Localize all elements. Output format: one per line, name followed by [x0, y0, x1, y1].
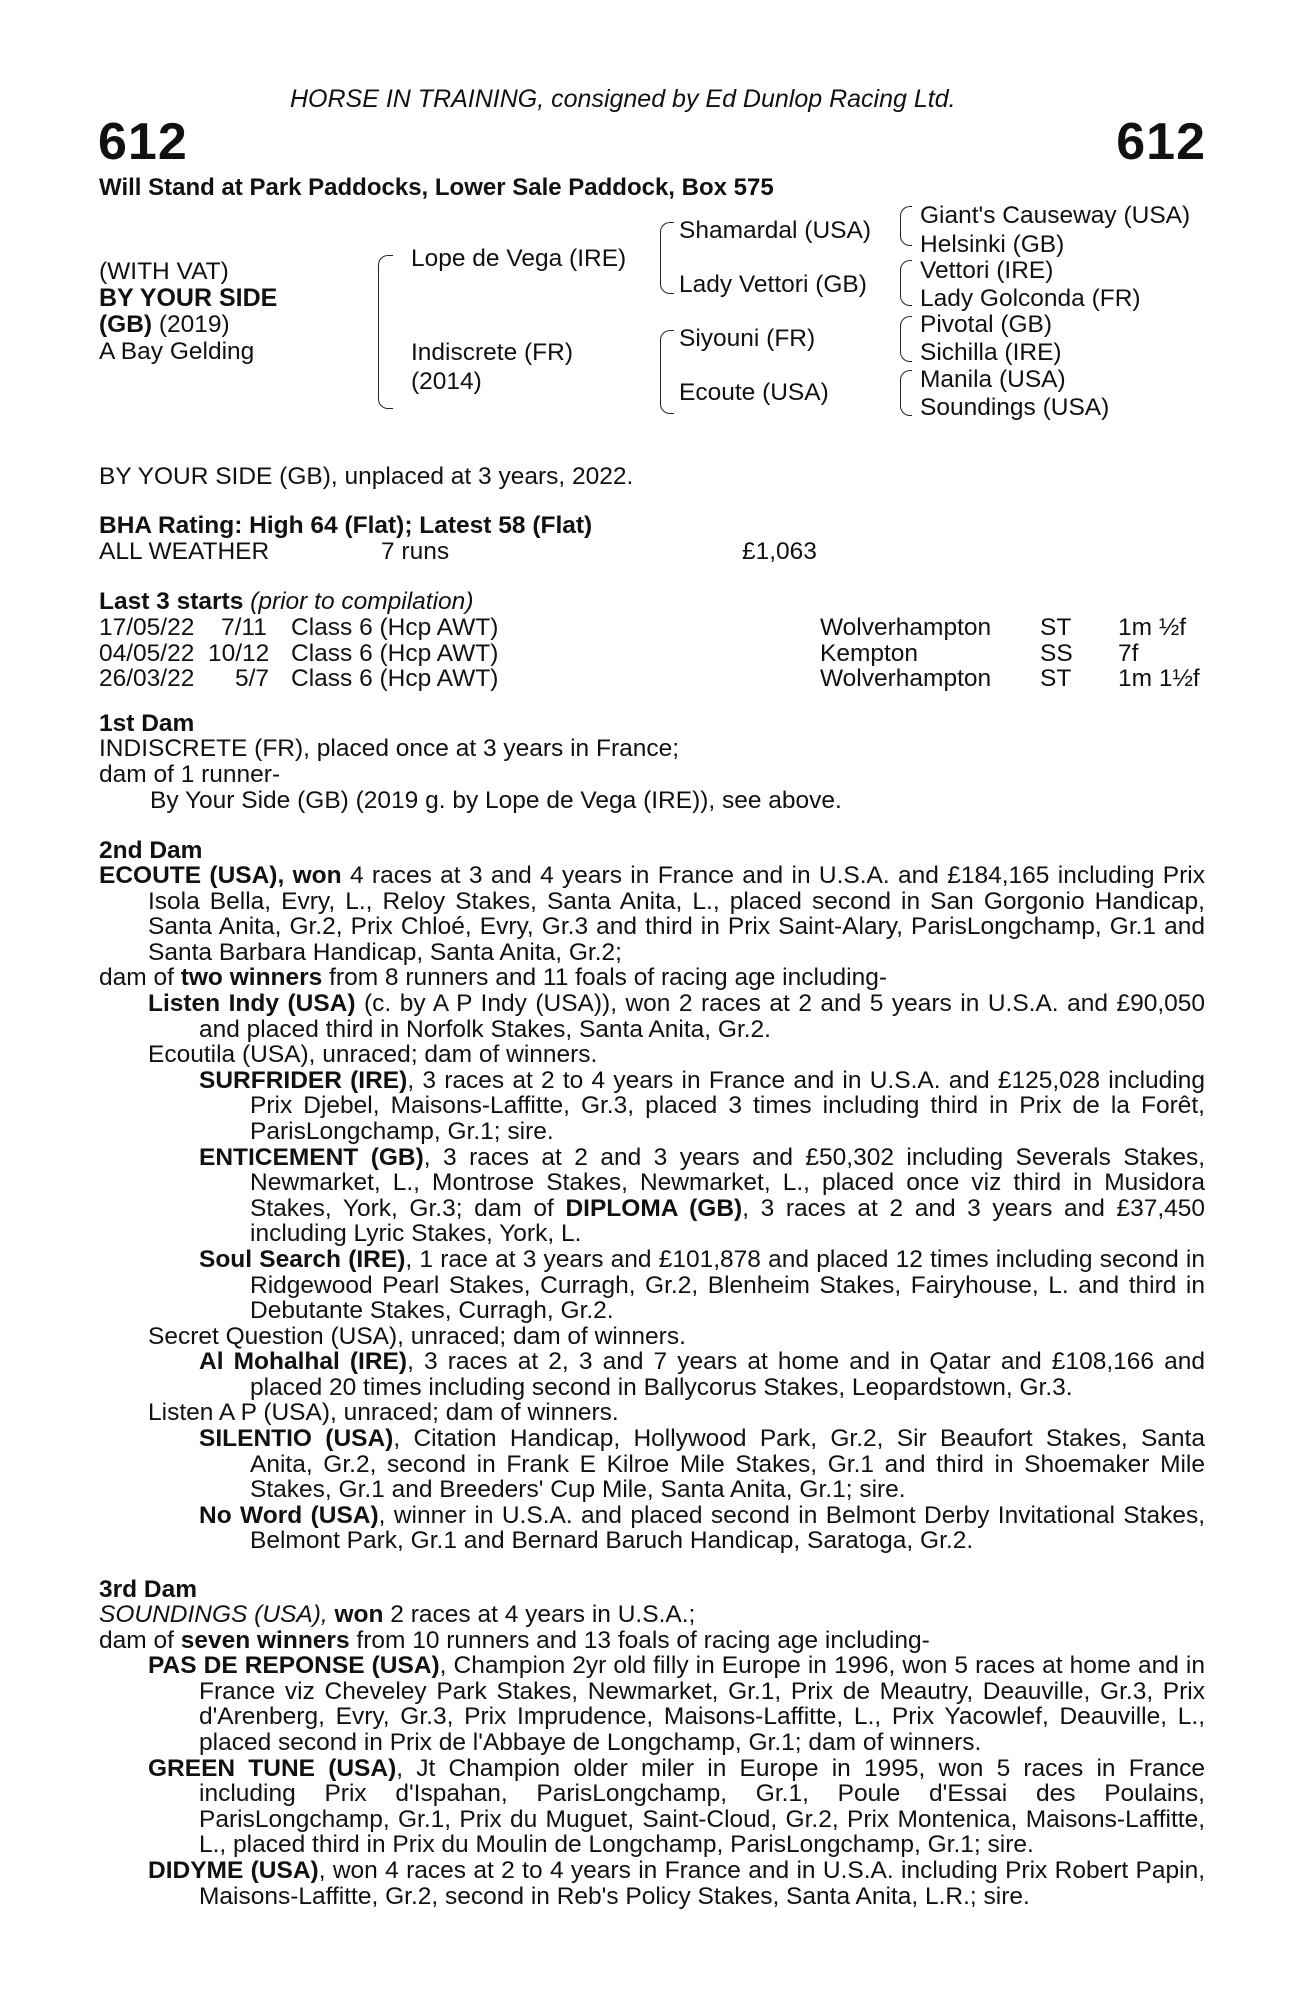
rating-earnings: £1,063: [742, 538, 817, 565]
start-position: 5/7: [235, 665, 270, 692]
surfrider-entry: SURFRIDER (IRE), 3 races at 2 to 4 years in France and in U.S.A. and £125,028 including Prix Djebel, Maisons-Laffitte, Gr.3, placed 3 times including third in Prix de la Forêt, ParisLongchamp, Gr.1; sire.: [199, 1066, 1205, 1145]
listen-ap-entry: Listen A P (USA), unraced; dam of winners.: [148, 1399, 619, 1427]
pas-de-reponse-entry: PAS DE REPONSE (USA), Champion 2yr old filly in Europe in 1996, won 5 races at home and in France viz Cheveley Park Stakes, Newmarket, Gr.1, Prix de Meautry, Deauville, Gr.3, Prix d'Arenberg, Evry, Gr.3, Prix Imprudence, Maisons-Laffitte, L., Prix Yacowlef, Deauville, L., placed second in Prix de l'Abbaye de Longchamp, Gr.1; dam of winners.: [148, 1652, 1205, 1756]
start-date: 17/05/22: [99, 614, 195, 641]
pedigree-dam-dam: Ecoute (USA): [679, 379, 829, 406]
pedigree-g3: Vettori (IRE): [920, 257, 1054, 284]
lot-number-right: 612: [1116, 113, 1206, 171]
first-dam-line3: By Your Side (GB) (2019 g. by Lope de Vega (IRE)), see above.: [150, 787, 842, 814]
third-dam-heading: 3rd Dam: [99, 1576, 198, 1603]
ecoutila-entry: Ecoutila (USA), unraced; dam of winners.: [148, 1041, 598, 1069]
start-date: 26/03/22: [99, 665, 195, 692]
pedigree-dam: Indiscrete (FR): [411, 339, 574, 366]
soundings-produce-line: dam of seven winners from 10 runners and 13 foals of racing age including-: [99, 1626, 930, 1654]
start-position: 7/11: [221, 614, 267, 641]
pedigree-bracket-dam: [660, 330, 674, 414]
pedigree-g6: Sichilla (IRE): [920, 339, 1062, 366]
pedigree-g7: Manila (USA): [920, 366, 1066, 393]
start-course: Wolverhampton: [820, 614, 992, 641]
pedigree-bracket-g1: [900, 206, 912, 246]
pedigree-sire: Lope de Vega (IRE): [411, 245, 627, 272]
start-going: ST: [1040, 614, 1072, 641]
no-word-entry: No Word (USA), winner in U.S.A. and placed second in Belmont Derby Invitational Stakes, Belmont Park, Gr.1 and Bernard Baruch Handicap, Saratoga, Gr.2.: [199, 1501, 1205, 1555]
al-mohalhal-entry: Al Mohalhal (IRE), 3 races at 2, 3 and 7 years at home and in Qatar and £108,166 and placed 20 times including second in Ballycorus Stakes, Leopardstown, Gr.3.: [199, 1348, 1205, 1401]
pedigree-bracket-g2: [900, 260, 912, 306]
start-going: ST: [1040, 665, 1072, 692]
pedigree-dam-year: (2014): [411, 368, 482, 395]
start-position: 10/12: [208, 640, 270, 667]
pedigree-g5: Pivotal (GB): [920, 311, 1053, 338]
enticement-entry: ENTICEMENT (GB), 3 races at 2 and 3 years and £50,302 including Severals Stakes, Newmarket, L., Montrose Stakes, Newmarket, L., placed once viz third in Musidora Stakes, York, Gr.3; dam of DIPLOMA (GB), 3 races at 2 and 3 years and £37,450 including Lyric Stakes, York, L.: [199, 1143, 1206, 1248]
pedigree-g4: Lady Golconda (FR): [920, 285, 1141, 312]
rating-runs: 7 runs: [381, 538, 450, 565]
horse-country-year: (GB) (2019): [99, 311, 230, 338]
lot-number-left: 612: [98, 113, 188, 171]
bha-rating: BHA Rating: High 64 (Flat); Latest 58 (Flat): [99, 512, 593, 539]
third-dam-block: [99, 1602, 1205, 1909]
start-course: Kempton: [820, 640, 919, 667]
ecoute-entry: ECOUTE (USA), won 4 races at 3 and 4 years in France and in U.S.A. and £184,165 including Prix Isola Bella, Evry, L., Reloy Stakes, Santa Anita, L., placed second in San Gorgonio Handicap, Santa Anita, Gr.2, Prix Chloé, Evry, Gr.3 and third in Prix Saint-Alary, ParisLongchamp, Gr.1 and Santa Barbara Handicap, Santa Anita, Gr.2;: [99, 862, 1205, 966]
start-class: Class 6 (Hcp AWT): [291, 640, 499, 667]
start-class: Class 6 (Hcp AWT): [291, 665, 499, 692]
stall-location: Will Stand at Park Paddocks, Lower Sale Paddock, Box 575: [99, 174, 774, 201]
didyme-entry: DIDYME (USA), won 4 races at 2 to 4 years in France and in U.S.A. including Prix Robert Papin, Maisons-Laffitte, Gr.2, second in Reb's Policy Stakes, Santa Anita, L.R.; sire.: [148, 1856, 1205, 1910]
pedigree-bracket-sire: [660, 222, 674, 294]
first-dam-line2: dam of 1 runner-: [99, 761, 281, 788]
rating-surface: ALL WEATHER: [99, 538, 270, 565]
start-distance: 7f: [1118, 640, 1139, 667]
second-dam-block: [99, 863, 1205, 1554]
silentio-entry: SILENTIO (USA), Citation Handicap, Hollywood Park, Gr.2, Sir Beaufort Stakes, Santa Anita, Gr.2, second in Frank E Kilroe Mile Stakes, Gr.1 and third in Shoemaker Mile Stakes, Gr.1 and Breeders' Cup Mile, Santa Anita, Gr.1; sire.: [199, 1425, 1205, 1504]
start-date: 04/05/22: [99, 640, 195, 667]
horse-description: A Bay Gelding: [99, 338, 255, 365]
secret-question-entry: Secret Question (USA), unraced; dam of winners.: [148, 1322, 686, 1350]
start-going: SS: [1040, 640, 1073, 667]
pedigree-bracket-g4: [900, 370, 912, 416]
racing-summary: BY YOUR SIDE (GB), unplaced at 3 years, 2022.: [99, 463, 634, 490]
first-dam-heading: 1st Dam: [99, 710, 195, 737]
pedigree-g2: Helsinki (GB): [920, 231, 1065, 258]
horse-name: BY YOUR SIDE: [99, 284, 278, 312]
green-tune-entry: GREEN TUNE (USA), Jt Champion older miler in Europe in 1995, won 5 races in France including Prix d'Ispahan, ParisLongchamp, Gr.1, Poule d'Essai des Poulains, ParisLongchamp, Gr.1, Prix du Muguet, Saint-Cloud, Gr.2, Prix Montenica, Maisons-Laffitte, L., placed third in Prix du Moulin de Longchamp, ParisLongchamp, Gr.1; sire.: [148, 1754, 1205, 1859]
pedigree-g8: Soundings (USA): [920, 394, 1110, 421]
start-class: Class 6 (Hcp AWT): [291, 614, 499, 641]
listen-indy-entry: Listen Indy (USA) (c. by A P Indy (USA)), won 2 races at 2 and 5 years in U.S.A. and £90,050 and placed third in Norfolk Stakes, Santa Anita, Gr.2.: [148, 989, 1206, 1043]
second-dam-heading: 2nd Dam: [99, 837, 203, 864]
ecoute-produce-line: dam of two winners from 8 runners and 11 foals of racing age including-: [99, 964, 888, 992]
start-distance: 1m ½f: [1118, 614, 1187, 641]
vat-note: (WITH VAT): [99, 258, 229, 285]
last-starts-heading: Last 3 starts (prior to compilation): [99, 588, 474, 615]
pedigree-sire-dam: Lady Vettori (GB): [679, 271, 867, 298]
start-course: Wolverhampton: [820, 665, 992, 692]
soundings-entry: SOUNDINGS (USA), won 2 races at 4 years in U.S.A.;: [99, 1601, 696, 1628]
pedigree-g1: Giant's Causeway (USA): [920, 202, 1191, 229]
first-dam-line1: INDISCRETE (FR), placed once at 3 years in France;: [99, 735, 680, 762]
pedigree-bracket-g3: [900, 316, 912, 362]
soul-search-entry: Soul Search (IRE), 1 race at 3 years and £101,878 and placed 12 times including second in Ridgewood Pearl Stakes, Curragh, Gr.2, Blenheim Stakes, Fairyhouse, L. and third in Debutante Stakes, Curragh, Gr.2.: [199, 1245, 1206, 1325]
start-distance: 1m 1½f: [1118, 665, 1200, 692]
pedigree-dam-sire: Siyouni (FR): [679, 325, 816, 352]
pedigree-bracket-main: [378, 255, 393, 409]
consignor-line: HORSE IN TRAINING, consigned by Ed Dunlop Racing Ltd.: [290, 85, 956, 113]
pedigree-sire-sire: Shamardal (USA): [679, 217, 871, 244]
